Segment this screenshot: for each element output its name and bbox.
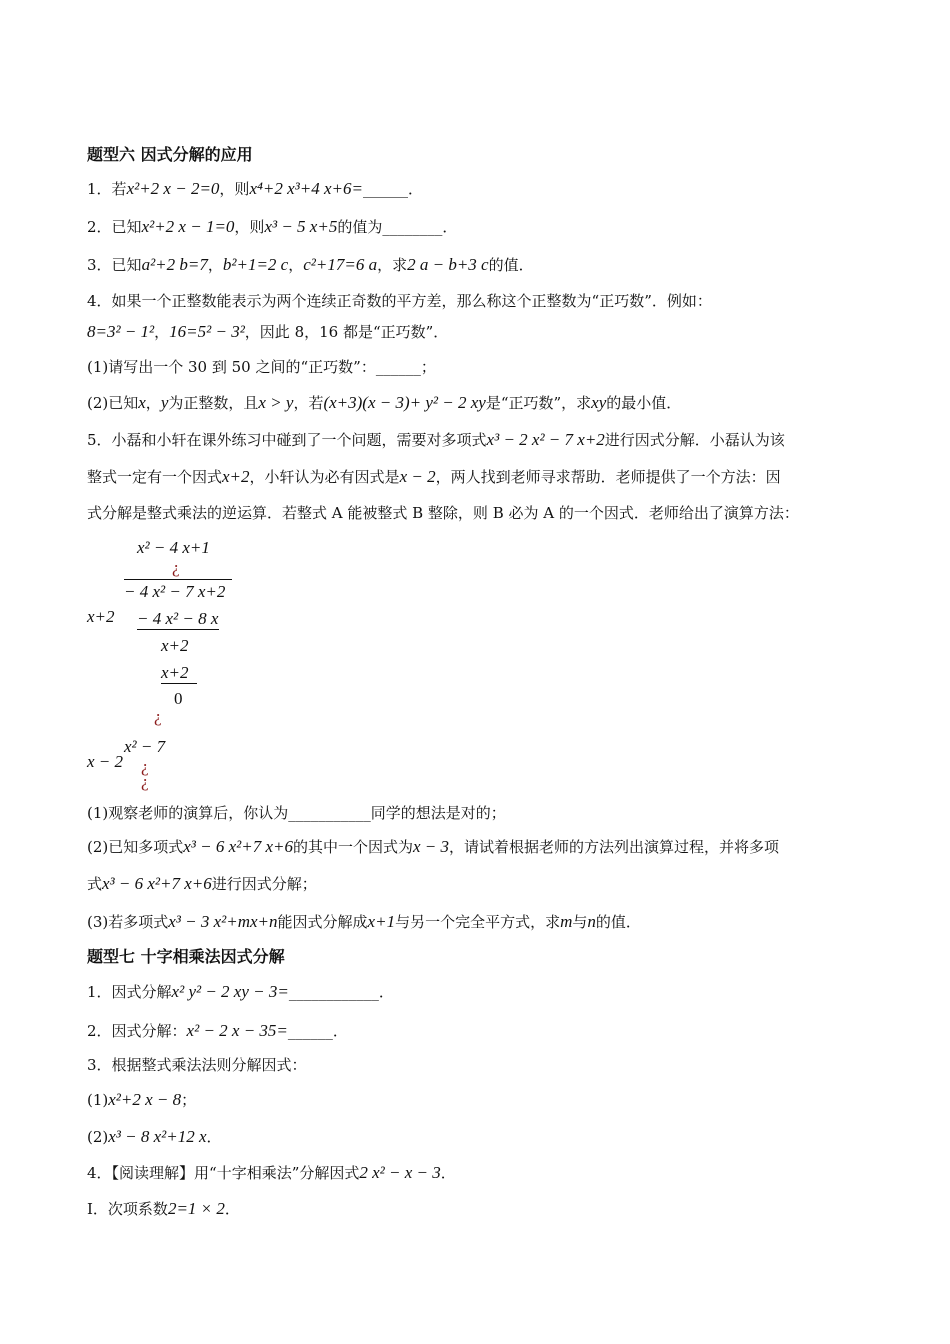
q5-s2-post: ，请试着根据老师的方法列出演算过程，并将多项 [449, 838, 780, 856]
s6-question-5-sub2-cont [87, 874, 317, 894]
s7q3-p1-end: ； [181, 1091, 197, 1109]
q3-e1: a²+2 b=7 [141, 255, 208, 274]
s7q4-end: ． [440, 1164, 456, 1182]
s6-question-1 [87, 179, 423, 199]
s7q1-end: ． [378, 983, 394, 1001]
q5-s3-n: n [587, 912, 596, 931]
s7q2-blank: ______ [287, 1022, 333, 1040]
q5-s3-t4: 的值． [595, 913, 641, 931]
q4-p2-y: y [160, 393, 169, 412]
q1-expr2: x⁴+2 x³+4 x+6= [249, 179, 363, 198]
s6-question-5-sub3 [87, 912, 641, 932]
q1-expr1: x²+2 x − 2=0 [126, 179, 220, 198]
div1-subtract-2: x+2 [161, 663, 189, 682]
s7q3-p1-pre: (1) [87, 1091, 109, 1109]
q2-pre: 已知 [111, 218, 142, 236]
section6-title: 题型六 因式分解的应用 [87, 145, 253, 164]
q4-p1-end: ； [420, 358, 436, 376]
q5-s3-m: m [560, 912, 573, 931]
q5-l1-expr: x³ − 2 x² − 7 x+2 [486, 430, 605, 449]
s7-question-1 [87, 982, 394, 1002]
div1-remainder-1: x+2 [161, 636, 189, 655]
q4-p2-ineq: x > y [258, 393, 294, 412]
s6-question-4-part2 [87, 393, 681, 413]
q5-s3-t3: 与 [572, 913, 588, 931]
q5-s3-t1: 能因式分解成 [277, 913, 368, 931]
q5-s2b-pre: 式 [87, 875, 103, 893]
s7q4-step1-end: ． [224, 1200, 240, 1218]
div1-divisor: x+2 [87, 607, 115, 626]
s7-question-3-part1 [87, 1090, 196, 1110]
s7q4-pre: 4．【阅读理解】用“十字相乘法”分解因式 [87, 1164, 360, 1182]
q2-end: ． [442, 218, 458, 236]
q4-p2-expr: (x+3)(x − 3)+ y² − 2 xy [323, 393, 486, 412]
q5-s2b-post: 进行因式分解； [211, 875, 317, 893]
s7q4-step1-expr: 2=1 × 2 [167, 1199, 225, 1218]
q5-s1-post: 同学的想法是对的； [370, 804, 506, 822]
s6-question-3 [87, 255, 534, 275]
s7q2-end: ． [332, 1022, 348, 1040]
q5-s2b-e: x³ − 6 x²+7 x+6 [102, 874, 212, 893]
s6-question-4-part1 [87, 357, 436, 377]
q4-sep: ， [154, 323, 170, 341]
s7q3-p2-pre: (2) [87, 1128, 109, 1146]
q4-p2-xy: xy [591, 393, 607, 412]
q2-blank: ________ [382, 218, 443, 236]
q5-s3-e1: x³ − 3 x²+mx+n [168, 912, 278, 931]
s7-question-4-step1 [87, 1199, 240, 1219]
q5-s2-mid: 的其中一个因式为 [293, 838, 414, 856]
q4-p2-x: x [138, 393, 146, 412]
q3-num: 3． [87, 256, 112, 274]
div1-dividend: − 4 x² − 7 x+2 [124, 582, 226, 601]
q4-p2-c: ， [145, 394, 161, 412]
div1-rule-2 [161, 683, 197, 684]
q5-s2-e1: x³ − 6 x²+7 x+6 [183, 837, 293, 856]
div1-subtract-1: − 4 x² − 8 x [137, 609, 219, 628]
s6-question-5-sub1 [87, 803, 506, 823]
s7-question-2 [87, 1021, 348, 1041]
q4-p1: (1)请写出一个 30 到 50 之间的“正巧数”： [87, 358, 376, 376]
s7q1-expr: x² y² − 2 xy − 3= [171, 982, 289, 1001]
s6-question-5-line3: 式分解是整式乘法的逆运算．若整式 A 能被整式 B 整除，则 B 必为 A 的一个因式．老师给出了演算方法： [87, 504, 799, 522]
q3-mid: ，求 [377, 256, 408, 274]
q4-p1-blank: ______ [375, 358, 421, 376]
s7q1-blank: ____________ [288, 983, 379, 1001]
q5-s1-blank: ___________ [288, 804, 371, 822]
s7q3-p2-end: ． [206, 1128, 222, 1146]
q3-e2: b²+1=2 c [222, 255, 289, 274]
q3-e4: 2 a − b+3 c [407, 255, 489, 274]
s6-question-5-line1 [87, 430, 785, 450]
div1-rule-1 [137, 629, 219, 630]
q2-mid: ，则 [234, 218, 265, 236]
q2-num: 2． [87, 218, 112, 236]
q3-sep2: ， [288, 256, 304, 274]
q5-l2-post: ，两人找到老师寻求帮助．老师提供了一个方法：因 [435, 468, 781, 486]
s7q1-pre: 1．因式分解 [87, 983, 172, 1001]
s7-question-3: 3．根据整式乘法法则分解因式： [87, 1056, 307, 1074]
s6-question-4-line2 [87, 322, 448, 342]
q2-expr2: x³ − 5 x+5 [264, 217, 338, 236]
q5-s3-pre: (3)若多项式 [87, 913, 169, 931]
q4-p2-t1: 为正整数，且 [168, 394, 259, 412]
div1-bracket-line [124, 579, 232, 580]
q5-s3-t2: 与另一个完全平方式，求 [395, 913, 561, 931]
q1-pre: 若 [111, 180, 127, 198]
q5-s1-pre: (1)观察老师的演算后，你认为 [87, 804, 289, 822]
section7-title: 题型七 十字相乘法因式分解 [87, 947, 285, 966]
q1-end: ． [407, 180, 423, 198]
q3-pre: 已知 [111, 256, 142, 274]
div2-inverted-question-1: ¿ [141, 757, 149, 776]
div2-divisor: x − 2 [87, 752, 124, 771]
q5-s2-pre: (2)已知多项式 [87, 838, 184, 856]
q4-tail: ，因此 8，16 都是“正巧数”． [244, 323, 449, 341]
s7q3-p1-expr: x²+2 x − 8 [108, 1090, 182, 1109]
q5-s3-e2: x+1 [367, 912, 396, 931]
div2-quotient: x² − 7 [124, 737, 166, 756]
q3-e3: c²+17=6 a [303, 255, 378, 274]
q2-expr1: x²+2 x − 1=0 [141, 217, 235, 236]
div1-quotient: x² − 4 x+1 [137, 538, 210, 557]
q4-e2: 16=5² − 3² [169, 322, 245, 341]
div1-inverted-question-1: ¿ [172, 558, 180, 577]
q5-s2-e2: x − 3 [413, 837, 450, 856]
s7-question-4 [87, 1163, 456, 1183]
div1-remainder-final: 0 [174, 689, 183, 708]
q5-l1-pre: 5．小磊和小轩在课外练习中碰到了一个问题，需要对多项式 [87, 431, 487, 449]
q5-l2-e1: x+2 [222, 467, 250, 486]
q5-l2-mid: ，小轩认为必有因式是 [249, 468, 400, 486]
q3-end: 的值． [488, 256, 534, 274]
s6-question-5-line2 [87, 467, 781, 487]
s7q4-expr: 2 x² − x − 3 [359, 1163, 441, 1182]
s6-question-4-line1: 4．如果一个正整数能表示为两个连续正奇数的平方差，那么称这个正整数为“正巧数”．例如： [87, 292, 712, 310]
q3-sep1: ， [207, 256, 223, 274]
q5-l2-e2: x − 2 [399, 467, 436, 486]
q2-post: 的值为 [337, 218, 383, 236]
q1-mid: ，则 [219, 180, 250, 198]
div2-inverted-question-2: ¿ [141, 772, 149, 791]
q4-p2-t2: ，若 [293, 394, 324, 412]
q5-l1-post: 进行因式分解．小磊认为该 [604, 431, 785, 449]
s7-question-3-part2 [87, 1127, 222, 1147]
q4-p2-t3: 是“正巧数”，求 [485, 394, 592, 412]
s6-question-5-sub2 [87, 837, 779, 857]
q5-l2-pre: 整式一定有一个因式 [87, 468, 223, 486]
q4-p2-t4: 的最小值． [606, 394, 682, 412]
s6-question-2 [87, 217, 457, 237]
s7q2-expr: x² − 2 x − 35= [186, 1021, 288, 1040]
q4-e1: 8=3² − 1² [87, 322, 155, 341]
q4-p2-pre: (2)已知 [87, 394, 139, 412]
s7q3-p2-expr: x³ − 8 x²+12 x [108, 1127, 207, 1146]
q1-num: 1． [87, 180, 112, 198]
div1-inverted-question-2: ¿ [154, 707, 162, 726]
s7q4-step1-pre: Ⅰ．次项系数 [87, 1200, 168, 1218]
q1-blank: ______ [362, 180, 408, 198]
s7q2-pre: 2．因式分解： [87, 1022, 187, 1040]
